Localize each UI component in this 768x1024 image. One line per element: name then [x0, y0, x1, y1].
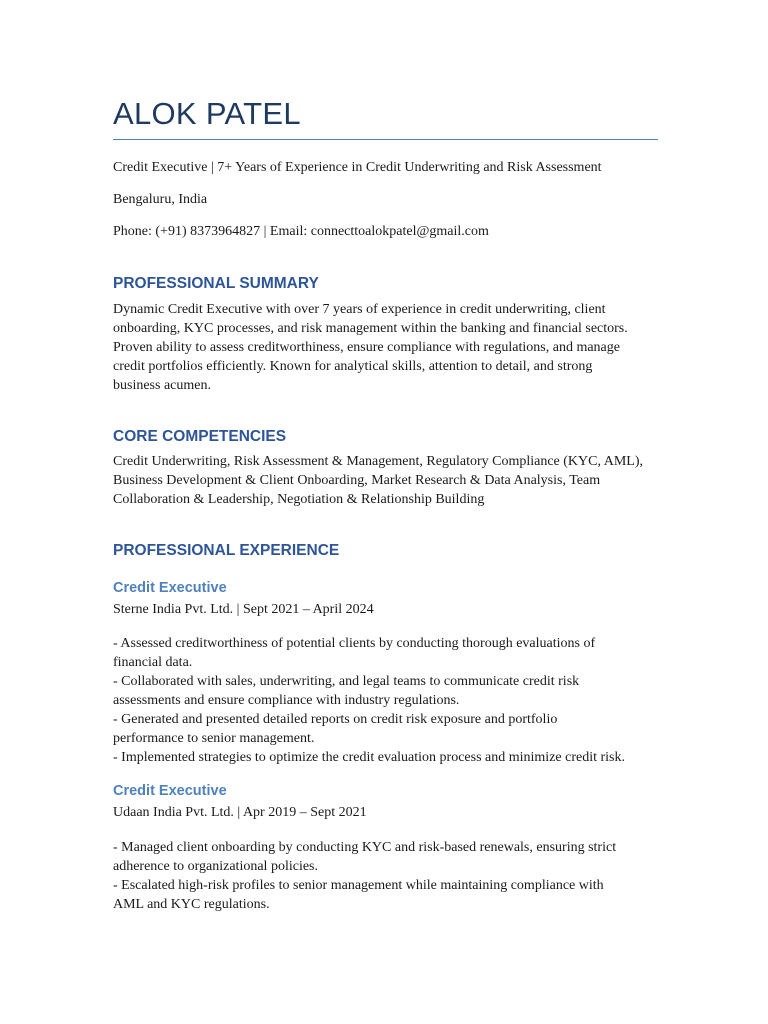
responsibility-line: assessments and ensure compliance with industry regulations.	[113, 693, 460, 708]
name-divider	[113, 139, 658, 140]
location: Bengaluru, India	[113, 192, 208, 207]
responsibility-line: AML and KYC regulations.	[113, 897, 270, 912]
job-title: Credit Executive	[113, 580, 227, 596]
summary-line: credit portfolios efficiently. Known for analytical skills, attention to detail, and strong	[113, 359, 593, 374]
headline: Credit Executive | 7+ Years of Experience in Credit Underwriting and Risk Assessment	[113, 160, 602, 175]
summary-line: business acumen.	[113, 378, 211, 393]
competencies-heading: CORE COMPETENCIES	[113, 428, 287, 445]
competencies-line: Credit Underwriting, Risk Assessment & Management, Regulatory Compliance (KYC, AML),	[113, 454, 643, 469]
responsibility-line: adherence to organizational policies.	[113, 859, 318, 874]
summary-text	[113, 300, 658, 395]
competencies-line: Collaboration & Leadership, Negotiation & Relationship Building	[113, 492, 485, 507]
responsibility-line: - Collaborated with sales, underwriting, and legal teams to communicate credit risk	[113, 674, 580, 689]
responsibility-line: - Implemented strategies to optimize the credit evaluation process and minimize credit risk.	[113, 750, 625, 765]
candidate-name: ALOK PATEL	[113, 96, 301, 131]
summary-heading: PROFESSIONAL SUMMARY	[113, 275, 319, 292]
job-responsibilities	[113, 634, 658, 767]
responsibility-line: - Escalated high-risk profiles to senior management while maintaining compliance with	[113, 878, 604, 893]
responsibility-line: - Managed client onboarding by conducting KYC and risk-based renewals, ensuring strict	[113, 840, 617, 855]
experience-heading: PROFESSIONAL EXPERIENCE	[113, 542, 340, 559]
contact-info: Phone: (+91) 8373964827 | Email: connecttoalokpatel@gmail.com	[113, 224, 489, 239]
competencies-text	[113, 452, 658, 509]
summary-line: Dynamic Credit Executive with over 7 years of experience in credit underwriting, client	[113, 302, 606, 317]
responsibility-line: financial data.	[113, 655, 193, 670]
job-title: Credit Executive	[113, 783, 227, 799]
responsibility-line: performance to senior management.	[113, 731, 315, 746]
job-company-dates: Sterne India Pvt. Ltd. | Sept 2021 – April 2024	[113, 602, 374, 617]
responsibility-line: - Assessed creditworthiness of potential clients by conducting thorough evaluations of	[113, 636, 596, 651]
summary-line: onboarding, KYC processes, and risk management within the banking and financial sectors.	[113, 321, 628, 336]
summary-line: Proven ability to assess creditworthiness, ensure compliance with regulations, and manage	[113, 340, 620, 355]
job-responsibilities	[113, 838, 658, 914]
responsibility-line: - Generated and presented detailed reports on credit risk exposure and portfolio	[113, 712, 558, 727]
job-company-dates: Udaan India Pvt. Ltd. | Apr 2019 – Sept 2021	[113, 805, 367, 820]
competencies-line: Business Development & Client Onboarding, Market Research & Data Analysis, Team	[113, 473, 601, 488]
